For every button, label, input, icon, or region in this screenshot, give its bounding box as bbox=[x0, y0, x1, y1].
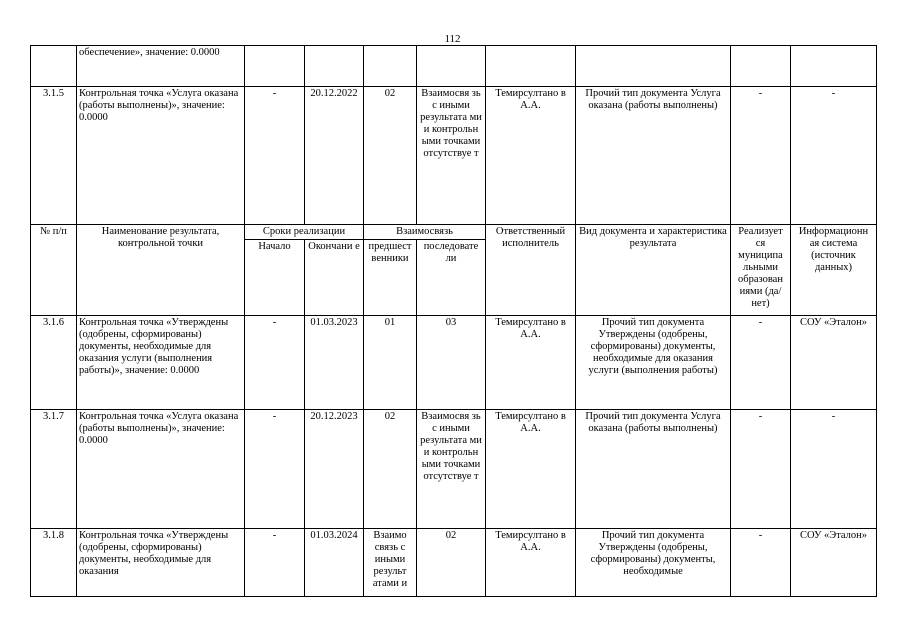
cell-doc-type: Прочий тип документа Услуга оказана (работы выполнены) bbox=[576, 87, 731, 225]
cell-succ: 02 bbox=[417, 529, 486, 597]
table-body-bottom bbox=[31, 316, 877, 597]
header-period-group: Сроки реализации bbox=[245, 225, 364, 240]
cell-municipal: - bbox=[731, 529, 791, 597]
cell-municipal bbox=[731, 46, 791, 87]
cell-responsible: Темирсултано в А.А. bbox=[486, 87, 576, 225]
table-row bbox=[31, 529, 877, 597]
cell-start: - bbox=[245, 410, 305, 529]
cell-num bbox=[31, 46, 77, 87]
header-municipal: Реализует ся муниципа льными образован иями (да/нет) bbox=[731, 225, 791, 316]
cell-name: обеспечение», значение: 0.0000 bbox=[77, 46, 245, 87]
cell-name: Контрольная точка «Услуга оказана (работы выполнены)», значение: 0.0000 bbox=[77, 87, 245, 225]
cell-municipal: - bbox=[731, 87, 791, 225]
header-doc-type: Вид документа и характеристика результата bbox=[576, 225, 731, 316]
cell-doc-type bbox=[576, 46, 731, 87]
cell-succ bbox=[417, 46, 486, 87]
cell-start: - bbox=[245, 316, 305, 410]
cell-municipal: - bbox=[731, 316, 791, 410]
table-body-top bbox=[31, 46, 877, 225]
cell-num: 3.1.7 bbox=[31, 410, 77, 529]
cell-responsible bbox=[486, 46, 576, 87]
table-row bbox=[31, 316, 877, 410]
cell-end: 01.03.2024 bbox=[305, 529, 364, 597]
cell-start: - bbox=[245, 529, 305, 597]
cell-name: Контрольная точка «Утверждены (одобрены, сформированы) документы, необходимые для оказания bbox=[77, 529, 245, 597]
cell-end: 20.12.2023 bbox=[305, 410, 364, 529]
cell-pred: 02 bbox=[364, 410, 417, 529]
header-succ: последовате ли bbox=[417, 240, 486, 316]
cell-doc-type: Прочий тип документа Утверждены (одобрены, сформированы) документы, необходимые для оказания услуги (выполнения работы) bbox=[576, 316, 731, 410]
cell-end: 20.12.2022 bbox=[305, 87, 364, 225]
page-number: 112 bbox=[444, 33, 461, 45]
table-header bbox=[31, 225, 877, 316]
cell-responsible: Темирсултано в А.А. bbox=[486, 529, 576, 597]
header-end: Окончани е bbox=[305, 240, 364, 316]
header-name: Наименование результата, контрольной точки bbox=[77, 225, 245, 316]
cell-info-system: - bbox=[791, 410, 877, 529]
header-num: № п/п bbox=[31, 225, 77, 316]
header-start: Начало bbox=[245, 240, 305, 316]
cell-info-system bbox=[791, 46, 877, 87]
cell-name: Контрольная точка «Услуга оказана (работы выполнены)», значение: 0.0000 bbox=[77, 410, 245, 529]
cell-end: 01.03.2023 bbox=[305, 316, 364, 410]
cell-num: 3.1.5 bbox=[31, 87, 77, 225]
header-responsible: Ответственный исполнитель bbox=[486, 225, 576, 316]
cell-num: 3.1.6 bbox=[31, 316, 77, 410]
cell-succ: 03 bbox=[417, 316, 486, 410]
header-pred: предшест венники bbox=[364, 240, 417, 316]
cell-responsible: Темирсултано в А.А. bbox=[486, 410, 576, 529]
cell-start bbox=[245, 46, 305, 87]
control-points-table bbox=[30, 45, 877, 597]
table-row bbox=[31, 46, 877, 87]
cell-doc-type: Прочий тип документа Утверждены (одобрены, сформированы) документы, необходимые bbox=[576, 529, 731, 597]
cell-info-system: СОУ «Эталон» bbox=[791, 316, 877, 410]
cell-succ: Взаимосвя зь с иными результата ми и контрольн ыми точками отсутствуе т bbox=[417, 87, 486, 225]
cell-num: 3.1.8 bbox=[31, 529, 77, 597]
cell-end bbox=[305, 46, 364, 87]
cell-municipal: - bbox=[731, 410, 791, 529]
table-row bbox=[31, 410, 877, 529]
cell-pred: Взаимо связь с иными результ атами и bbox=[364, 529, 417, 597]
cell-info-system: СОУ «Эталон» bbox=[791, 529, 877, 597]
header-row-1 bbox=[31, 225, 877, 240]
cell-doc-type: Прочий тип документа Услуга оказана (работы выполнены) bbox=[576, 410, 731, 529]
header-link-group: Взаимосвязь bbox=[364, 225, 486, 240]
cell-pred: 01 bbox=[364, 316, 417, 410]
cell-info-system: - bbox=[791, 87, 877, 225]
cell-pred: 02 bbox=[364, 87, 417, 225]
cell-start: - bbox=[245, 87, 305, 225]
cell-responsible: Темирсултано в А.А. bbox=[486, 316, 576, 410]
cell-succ: Взаимосвя зь с иными результата ми и контрольн ыми точками отсутствуе т bbox=[417, 410, 486, 529]
cell-name: Контрольная точка «Утверждены (одобрены, сформированы) документы, необходимые для оказания услуги (выполнения работы)», значение: 0.0000 bbox=[77, 316, 245, 410]
table-row bbox=[31, 87, 877, 225]
cell-pred bbox=[364, 46, 417, 87]
header-info-system: Информационн ая система (источник данных) bbox=[791, 225, 877, 316]
